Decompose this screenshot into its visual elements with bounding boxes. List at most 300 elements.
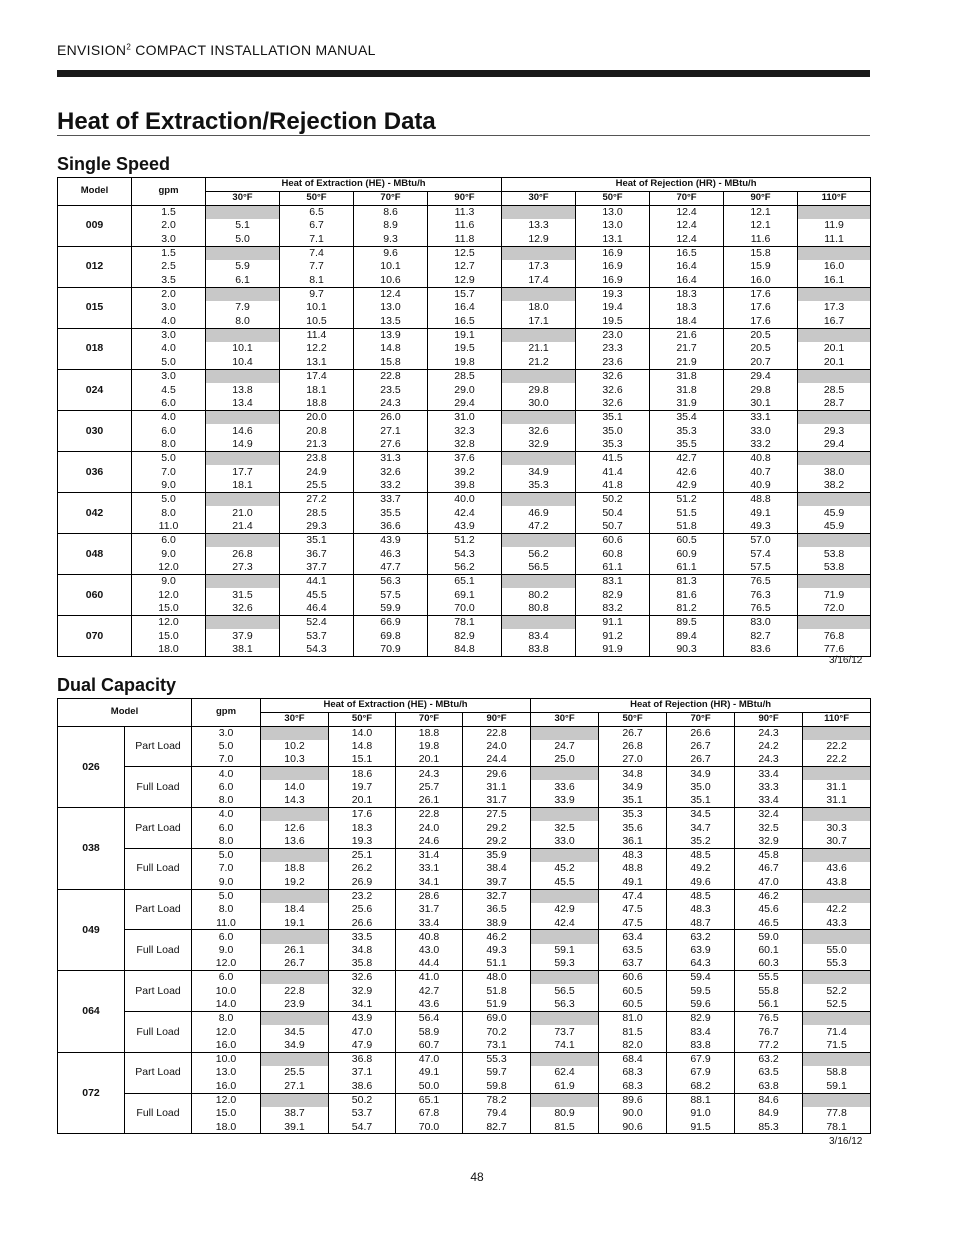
value-cell: 31.8 bbox=[650, 369, 724, 383]
value-cell bbox=[502, 616, 576, 630]
value-cell: 33.6 bbox=[531, 780, 599, 794]
value-cell: 17.4 bbox=[280, 369, 354, 383]
model-cell: 012 bbox=[58, 246, 132, 287]
value-cell: 8.9 bbox=[354, 219, 428, 233]
gpm-cell: 5.0 bbox=[132, 451, 206, 465]
value-cell: 24.6 bbox=[396, 835, 463, 849]
single-speed-table bbox=[57, 177, 871, 657]
value-cell: 81.5 bbox=[599, 1025, 667, 1039]
hr-temp-header: 50°F bbox=[599, 712, 667, 726]
value-cell: 34.7 bbox=[667, 821, 735, 835]
value-cell: 18.3 bbox=[329, 821, 396, 835]
value-cell: 28.5 bbox=[280, 506, 354, 520]
value-cell: 31.7 bbox=[463, 794, 531, 808]
value-cell: 32.9 bbox=[329, 984, 396, 998]
value-cell: 69.0 bbox=[463, 1011, 531, 1025]
model-header: Model bbox=[58, 699, 192, 727]
value-cell: 32.5 bbox=[735, 821, 803, 835]
value-cell: 46.5 bbox=[735, 916, 803, 930]
value-cell: 6.7 bbox=[280, 219, 354, 233]
value-cell: 9.6 bbox=[354, 246, 428, 260]
value-cell: 70.2 bbox=[463, 1025, 531, 1039]
gpm-cell: 5.0 bbox=[192, 740, 261, 754]
value-cell: 7.4 bbox=[280, 246, 354, 260]
value-cell: 14.0 bbox=[329, 726, 396, 740]
value-cell: 51.8 bbox=[650, 520, 724, 534]
value-cell: 63.5 bbox=[599, 944, 667, 958]
value-cell: 76.7 bbox=[735, 1025, 803, 1039]
value-cell: 84.6 bbox=[735, 1093, 803, 1107]
value-cell: 59.4 bbox=[667, 971, 735, 985]
value-cell: 51.5 bbox=[650, 506, 724, 520]
value-cell: 32.6 bbox=[206, 602, 280, 616]
value-cell: 90.0 bbox=[599, 1107, 667, 1121]
value-cell: 29.2 bbox=[463, 821, 531, 835]
value-cell: 18.3 bbox=[650, 287, 724, 301]
value-cell: 15.9 bbox=[724, 260, 798, 274]
hr-temp-header: 50°F bbox=[576, 191, 650, 205]
hr-temp-header: 90°F bbox=[735, 712, 803, 726]
he-temp-header: 70°F bbox=[354, 191, 428, 205]
value-cell: 26.1 bbox=[261, 944, 329, 958]
value-cell bbox=[531, 1093, 599, 1107]
value-cell: 34.1 bbox=[396, 876, 463, 890]
value-cell: 15.8 bbox=[724, 246, 798, 260]
value-cell: 31.1 bbox=[463, 780, 531, 794]
value-cell: 24.7 bbox=[531, 740, 599, 754]
table-row bbox=[58, 246, 871, 260]
value-cell: 18.8 bbox=[396, 726, 463, 740]
value-cell: 32.4 bbox=[735, 808, 803, 822]
value-cell: 51.2 bbox=[650, 492, 724, 506]
value-cell: 11.8 bbox=[428, 232, 502, 246]
value-cell: 27.3 bbox=[206, 561, 280, 575]
hr-temp-header: 30°F bbox=[502, 191, 576, 205]
value-cell: 14.3 bbox=[261, 794, 329, 808]
value-cell: 45.5 bbox=[280, 588, 354, 602]
value-cell: 47.0 bbox=[396, 1052, 463, 1066]
value-cell bbox=[798, 205, 871, 219]
value-cell: 89.4 bbox=[650, 629, 724, 643]
value-cell: 24.3 bbox=[735, 753, 803, 767]
value-cell: 47.9 bbox=[329, 1039, 396, 1053]
value-cell: 33.2 bbox=[354, 479, 428, 493]
value-cell: 26.6 bbox=[667, 726, 735, 740]
value-cell: 41.5 bbox=[576, 451, 650, 465]
value-cell: 13.6 bbox=[261, 835, 329, 849]
value-cell: 57.0 bbox=[724, 534, 798, 548]
value-cell: 21.9 bbox=[650, 356, 724, 370]
hr-header: Heat of Rejection (HR) - MBtu/h bbox=[502, 178, 871, 192]
load-cell: Part Load bbox=[125, 1052, 192, 1093]
value-cell: 77.8 bbox=[803, 1107, 871, 1121]
gpm-cell: 3.0 bbox=[132, 232, 206, 246]
value-cell: 35.6 bbox=[599, 821, 667, 835]
dual-capacity-table bbox=[57, 698, 871, 1134]
value-cell: 35.1 bbox=[280, 534, 354, 548]
value-cell: 24.9 bbox=[280, 465, 354, 479]
value-cell bbox=[531, 1011, 599, 1025]
value-cell: 78.2 bbox=[463, 1093, 531, 1107]
value-cell: 20.7 bbox=[724, 356, 798, 370]
title-rule bbox=[57, 135, 870, 136]
value-cell: 34.5 bbox=[667, 808, 735, 822]
value-cell: 20.8 bbox=[280, 424, 354, 438]
value-cell: 78.1 bbox=[803, 1120, 871, 1134]
value-cell: 42.4 bbox=[531, 916, 599, 930]
value-cell: 83.1 bbox=[576, 575, 650, 589]
value-cell: 32.7 bbox=[463, 889, 531, 903]
value-cell: 20.5 bbox=[724, 328, 798, 342]
value-cell: 63.9 bbox=[667, 944, 735, 958]
value-cell: 29.2 bbox=[463, 835, 531, 849]
value-cell: 35.5 bbox=[354, 506, 428, 520]
value-cell: 14.9 bbox=[206, 438, 280, 452]
value-cell: 32.6 bbox=[576, 383, 650, 397]
value-cell: 32.9 bbox=[502, 438, 576, 452]
value-cell: 11.6 bbox=[724, 232, 798, 246]
value-cell: 83.0 bbox=[724, 616, 798, 630]
gpm-cell: 10.0 bbox=[192, 984, 261, 998]
model-cell: 064 bbox=[58, 971, 125, 1053]
value-cell: 27.5 bbox=[463, 808, 531, 822]
value-cell: 16.4 bbox=[650, 273, 724, 287]
value-cell: 45.9 bbox=[798, 506, 871, 520]
value-cell: 90.3 bbox=[650, 643, 724, 657]
value-cell: 25.1 bbox=[329, 848, 396, 862]
value-cell: 45.6 bbox=[735, 903, 803, 917]
value-cell: 34.9 bbox=[599, 780, 667, 794]
table-row bbox=[58, 971, 871, 985]
value-cell: 37.7 bbox=[280, 561, 354, 575]
table-row bbox=[58, 889, 871, 903]
value-cell: 12.4 bbox=[354, 287, 428, 301]
value-cell: 22.8 bbox=[354, 369, 428, 383]
value-cell: 7.9 bbox=[206, 301, 280, 315]
table-row bbox=[58, 492, 871, 506]
model-cell: 015 bbox=[58, 287, 132, 328]
value-cell: 16.5 bbox=[428, 315, 502, 329]
value-cell: 82.7 bbox=[463, 1120, 531, 1134]
value-cell: 23.8 bbox=[280, 451, 354, 465]
value-cell: 68.4 bbox=[599, 1052, 667, 1066]
value-cell: 10.3 bbox=[261, 753, 329, 767]
value-cell: 30.3 bbox=[803, 821, 871, 835]
gpm-cell: 12.0 bbox=[192, 957, 261, 971]
value-cell bbox=[531, 726, 599, 740]
gpm-cell: 6.0 bbox=[192, 930, 261, 944]
model-cell: 018 bbox=[58, 328, 132, 369]
value-cell: 25.7 bbox=[396, 780, 463, 794]
table-row bbox=[58, 232, 871, 246]
value-cell: 33.7 bbox=[354, 492, 428, 506]
hr-temp-header: 70°F bbox=[650, 191, 724, 205]
value-cell: 71.5 bbox=[803, 1039, 871, 1053]
value-cell bbox=[502, 328, 576, 342]
value-cell: 49.3 bbox=[463, 944, 531, 958]
value-cell bbox=[261, 889, 329, 903]
value-cell: 56.2 bbox=[428, 561, 502, 575]
table-row bbox=[58, 602, 871, 616]
value-cell: 73.7 bbox=[531, 1025, 599, 1039]
gpm-header: gpm bbox=[192, 699, 261, 727]
value-cell: 34.5 bbox=[261, 1025, 329, 1039]
value-cell: 47.5 bbox=[599, 916, 667, 930]
value-cell bbox=[261, 1052, 329, 1066]
gpm-cell: 6.0 bbox=[192, 971, 261, 985]
value-cell: 69.8 bbox=[354, 629, 428, 643]
gpm-cell: 3.0 bbox=[132, 301, 206, 315]
gpm-cell: 8.0 bbox=[192, 1011, 261, 1025]
model-cell: 024 bbox=[58, 369, 132, 410]
value-cell: 40.9 bbox=[724, 479, 798, 493]
table-row bbox=[58, 1052, 871, 1066]
table-row bbox=[58, 369, 871, 383]
value-cell bbox=[803, 1093, 871, 1107]
table-row bbox=[58, 410, 871, 424]
value-cell bbox=[798, 287, 871, 301]
value-cell: 19.8 bbox=[396, 740, 463, 754]
value-cell: 56.3 bbox=[354, 575, 428, 589]
value-cell bbox=[803, 1011, 871, 1025]
value-cell: 59.0 bbox=[735, 930, 803, 944]
value-cell: 24.3 bbox=[354, 397, 428, 411]
value-cell: 24.3 bbox=[735, 726, 803, 740]
value-cell: 68.2 bbox=[667, 1079, 735, 1093]
value-cell: 81.2 bbox=[650, 602, 724, 616]
hr-temp-header: 30°F bbox=[531, 712, 599, 726]
model-cell: 048 bbox=[58, 534, 132, 575]
table-row bbox=[58, 506, 871, 520]
value-cell: 21.7 bbox=[650, 342, 724, 356]
value-cell: 34.9 bbox=[261, 1039, 329, 1053]
value-cell: 61.9 bbox=[531, 1079, 599, 1093]
value-cell: 42.6 bbox=[650, 465, 724, 479]
value-cell: 13.9 bbox=[354, 328, 428, 342]
value-cell: 12.7 bbox=[428, 260, 502, 274]
value-cell: 38.4 bbox=[463, 862, 531, 876]
load-cell: Full Load bbox=[125, 930, 192, 971]
value-cell: 32.6 bbox=[502, 424, 576, 438]
value-cell: 53.7 bbox=[329, 1107, 396, 1121]
gpm-cell: 3.0 bbox=[132, 369, 206, 383]
value-cell: 63.2 bbox=[735, 1052, 803, 1066]
value-cell: 74.1 bbox=[531, 1039, 599, 1053]
value-cell: 19.7 bbox=[329, 780, 396, 794]
value-cell: 10.1 bbox=[354, 260, 428, 274]
value-cell: 16.7 bbox=[798, 315, 871, 329]
value-cell: 53.7 bbox=[280, 629, 354, 643]
value-cell: 16.0 bbox=[724, 273, 798, 287]
value-cell: 31.3 bbox=[354, 451, 428, 465]
table-row bbox=[58, 356, 871, 370]
value-cell bbox=[798, 616, 871, 630]
value-cell: 34.9 bbox=[667, 767, 735, 781]
he-header: Heat of Extraction (HE) - MBtu/h bbox=[206, 178, 502, 192]
gpm-cell: 14.0 bbox=[192, 998, 261, 1012]
value-cell: 18.4 bbox=[650, 315, 724, 329]
value-cell: 18.8 bbox=[280, 397, 354, 411]
value-cell: 57.5 bbox=[354, 588, 428, 602]
value-cell: 32.6 bbox=[576, 397, 650, 411]
value-cell: 25.0 bbox=[531, 753, 599, 767]
value-cell: 39.7 bbox=[463, 876, 531, 890]
value-cell: 17.3 bbox=[798, 301, 871, 315]
value-cell: 15.8 bbox=[354, 356, 428, 370]
value-cell: 52.5 bbox=[803, 998, 871, 1012]
value-cell: 48.3 bbox=[599, 848, 667, 862]
model-cell: 026 bbox=[58, 726, 125, 808]
value-cell: 40.0 bbox=[428, 492, 502, 506]
value-cell: 34.9 bbox=[502, 465, 576, 479]
value-cell: 16.5 bbox=[650, 246, 724, 260]
value-cell bbox=[803, 726, 871, 740]
value-cell: 18.4 bbox=[261, 903, 329, 917]
value-cell: 55.0 bbox=[803, 944, 871, 958]
value-cell: 33.4 bbox=[735, 767, 803, 781]
value-cell: 21.2 bbox=[502, 356, 576, 370]
value-cell: 34.1 bbox=[329, 998, 396, 1012]
value-cell: 37.1 bbox=[329, 1066, 396, 1080]
gpm-cell: 8.0 bbox=[132, 438, 206, 452]
value-cell: 44.1 bbox=[280, 575, 354, 589]
value-cell: 25.5 bbox=[261, 1066, 329, 1080]
gpm-cell: 5.0 bbox=[192, 889, 261, 903]
value-cell: 60.1 bbox=[735, 944, 803, 958]
value-cell: 53.8 bbox=[798, 547, 871, 561]
value-cell: 59.6 bbox=[667, 998, 735, 1012]
gpm-cell: 4.0 bbox=[132, 410, 206, 424]
value-cell bbox=[798, 246, 871, 260]
value-cell: 61.1 bbox=[650, 561, 724, 575]
hr-header: Heat of Rejection (HR) - MBtu/h bbox=[531, 699, 871, 713]
value-cell: 22.2 bbox=[803, 753, 871, 767]
value-cell: 13.8 bbox=[206, 383, 280, 397]
table-row bbox=[58, 1011, 871, 1025]
value-cell: 29.3 bbox=[280, 520, 354, 534]
value-cell bbox=[502, 369, 576, 383]
value-cell: 7.7 bbox=[280, 260, 354, 274]
value-cell: 51.1 bbox=[463, 957, 531, 971]
value-cell: 49.3 bbox=[724, 520, 798, 534]
value-cell: 81.5 bbox=[531, 1120, 599, 1134]
value-cell: 15.1 bbox=[329, 753, 396, 767]
value-cell: 54.7 bbox=[329, 1120, 396, 1134]
value-cell: 71.9 bbox=[798, 588, 871, 602]
value-cell: 91.2 bbox=[576, 629, 650, 643]
value-cell: 12.2 bbox=[280, 342, 354, 356]
value-cell: 28.6 bbox=[396, 889, 463, 903]
value-cell: 67.9 bbox=[667, 1066, 735, 1080]
value-cell: 50.2 bbox=[329, 1093, 396, 1107]
value-cell: 58.9 bbox=[396, 1025, 463, 1039]
value-cell: 38.0 bbox=[798, 465, 871, 479]
value-cell bbox=[803, 808, 871, 822]
value-cell: 67.8 bbox=[396, 1107, 463, 1121]
value-cell: 91.0 bbox=[667, 1107, 735, 1121]
table-row bbox=[58, 219, 871, 233]
value-cell: 48.5 bbox=[667, 848, 735, 862]
value-cell: 59.9 bbox=[354, 602, 428, 616]
gpm-cell: 8.0 bbox=[132, 506, 206, 520]
value-cell: 15.7 bbox=[428, 287, 502, 301]
value-cell: 29.8 bbox=[502, 383, 576, 397]
value-cell bbox=[502, 534, 576, 548]
table-row bbox=[58, 479, 871, 493]
value-cell bbox=[261, 1093, 329, 1107]
value-cell: 28.7 bbox=[798, 397, 871, 411]
value-cell: 69.1 bbox=[428, 588, 502, 602]
value-cell: 59.3 bbox=[531, 957, 599, 971]
model-cell: 038 bbox=[58, 808, 125, 890]
value-cell: 84.8 bbox=[428, 643, 502, 657]
value-cell bbox=[206, 492, 280, 506]
hr-temp-header: 110°F bbox=[803, 712, 871, 726]
gpm-cell: 15.0 bbox=[192, 1107, 261, 1121]
gpm-cell: 4.0 bbox=[132, 342, 206, 356]
gpm-cell: 12.0 bbox=[132, 616, 206, 630]
value-cell: 60.6 bbox=[599, 971, 667, 985]
value-cell: 60.9 bbox=[650, 547, 724, 561]
value-cell: 63.8 bbox=[735, 1079, 803, 1093]
value-cell: 47.5 bbox=[599, 903, 667, 917]
value-cell: 26.9 bbox=[329, 876, 396, 890]
value-cell: 35.0 bbox=[576, 424, 650, 438]
gpm-cell: 12.0 bbox=[192, 1025, 261, 1039]
value-cell: 17.3 bbox=[502, 260, 576, 274]
value-cell: 20.1 bbox=[798, 356, 871, 370]
table-row bbox=[58, 424, 871, 438]
value-cell: 37.6 bbox=[428, 451, 502, 465]
single-speed-title: Single Speed bbox=[57, 154, 171, 174]
value-cell: 33.5 bbox=[329, 930, 396, 944]
value-cell: 5.0 bbox=[206, 232, 280, 246]
value-cell bbox=[798, 369, 871, 383]
value-cell: 12.9 bbox=[428, 273, 502, 287]
value-cell: 32.6 bbox=[354, 465, 428, 479]
value-cell: 23.9 bbox=[261, 998, 329, 1012]
model-cell: 009 bbox=[58, 205, 132, 246]
load-cell: Full Load bbox=[125, 1011, 192, 1052]
value-cell: 56.1 bbox=[735, 998, 803, 1012]
value-cell: 48.8 bbox=[724, 492, 798, 506]
value-cell: 48.7 bbox=[667, 916, 735, 930]
value-cell bbox=[502, 246, 576, 260]
gpm-header: gpm bbox=[132, 178, 206, 206]
table-row bbox=[58, 534, 871, 548]
table-row bbox=[58, 616, 871, 630]
value-cell: 91.5 bbox=[667, 1120, 735, 1134]
value-cell: 12.4 bbox=[650, 219, 724, 233]
value-cell: 22.8 bbox=[396, 808, 463, 822]
value-cell: 80.2 bbox=[502, 588, 576, 602]
value-cell: 38.2 bbox=[798, 479, 871, 493]
value-cell: 19.5 bbox=[428, 342, 502, 356]
value-cell: 49.1 bbox=[724, 506, 798, 520]
value-cell: 26.2 bbox=[329, 862, 396, 876]
value-cell: 68.3 bbox=[599, 1066, 667, 1080]
gpm-cell: 5.0 bbox=[132, 492, 206, 506]
value-cell: 14.8 bbox=[354, 342, 428, 356]
value-cell: 42.7 bbox=[650, 451, 724, 465]
value-cell: 17.7 bbox=[206, 465, 280, 479]
gpm-cell: 3.0 bbox=[192, 726, 261, 740]
value-cell: 31.1 bbox=[803, 780, 871, 794]
value-cell bbox=[502, 410, 576, 424]
value-cell: 36.5 bbox=[463, 903, 531, 917]
value-cell: 62.4 bbox=[531, 1066, 599, 1080]
gpm-cell: 4.0 bbox=[192, 808, 261, 822]
